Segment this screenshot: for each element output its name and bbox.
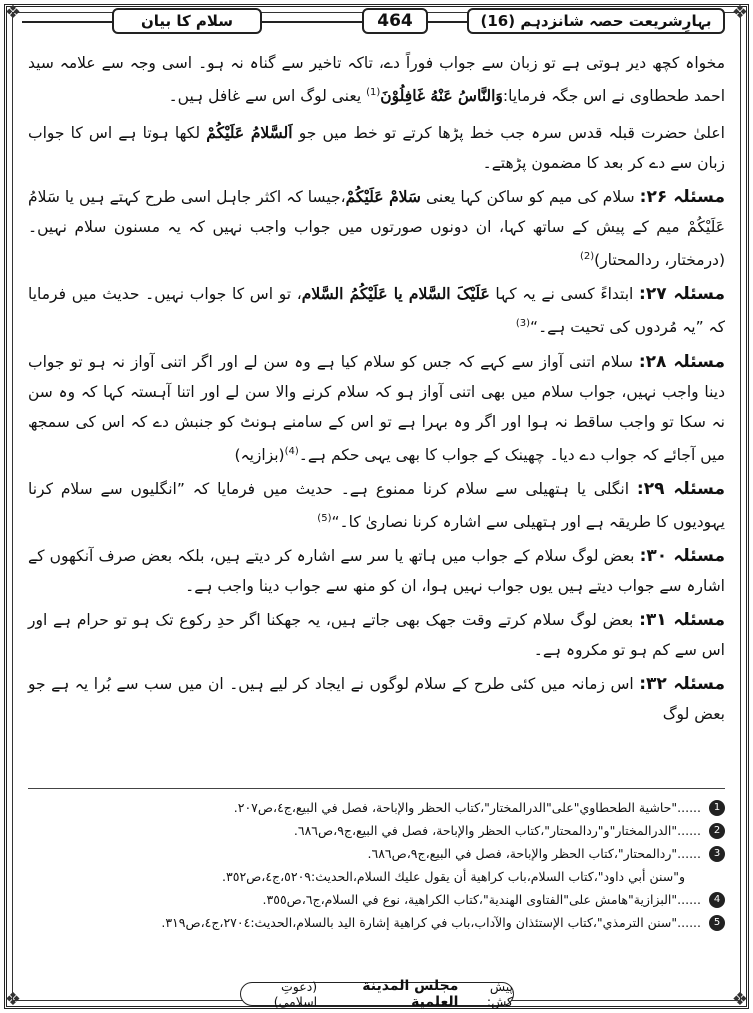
header-rule: [262, 21, 362, 23]
chapter-title: سلام کا بیان: [112, 8, 262, 34]
masala-27: مسئلہ ۲۷: ابتداءً کسی نے یہ کہا عَلَیْکَ السَّلام یا عَلَیْکُمُ السَّلام، تو اس کا جواب نہیں۔ حدیث میں فرمایا کہ ”یہ مُردوں کی تحیت ہے۔“$^{(3)}$: [28, 284, 725, 337]
footnote-number: 3: [709, 846, 725, 862]
masala-32: مسئلہ ۳۲: اس زمانہ میں کئی طرح کے سلام لوگوں نے ایجاد کر لیے ہیں۔ ان میں سب سے بُرا یہ ہے جو بعض لوگ: [28, 673, 725, 723]
corner-ornament-icon: ❖: [731, 2, 749, 23]
footnote: 3 ......"ردالمحتار"،كتاب الحظر والإباحة، فصل في البيع،ج٩،ص٦٨٦.: [28, 842, 725, 865]
footnote: 5 ......"سنن الترمذي"،كتاب الإستئذان والآداب،باب في كراهية إشارة اليد بالسلام،الحديث:٢٧٠٤،ج٤،ص٣١٩.: [28, 911, 725, 934]
corner-ornament-icon: ❖: [4, 989, 22, 1010]
footnote-number: 5: [709, 915, 725, 931]
masala-29: مسئلہ ۲۹: انگلی یا ہتھیلی سے سلام کرنا ممنوع ہے۔ حدیث میں فرمایا کہ ”انگلیوں سے سلام کرنا یہودیوں کا طریقہ ہے اور ہتھیلی سے اشارہ کرنا نصاریٰ کا۔“$^{(5)}$: [28, 478, 725, 531]
footer-org: مجلس المدينة العلمية: [362, 978, 459, 1010]
paragraph: اعلیٰ حضرت قبلہ قدس سرہ جب خط پڑھا کرتے تو خط میں جو اَلسَّلامُ عَلَیْکُمْ لکھا ہوتا ہے اس کا جواب زبان سے دے کر بعد کا مضمون پڑھتے۔: [28, 123, 725, 173]
footnote-number: 1: [709, 800, 725, 816]
masala-26: مسئلہ ۲۶: سلام کی میم کو ساکن کہا یعنی سَلامْ عَلَیْکُمْ،جیسا کہ اکثر جاہل اسی طرح کہتے ہیں یا سَلامُ عَلَیْکُمْ میم کے پیش کے ساتھ کہا، ان دونوں صورتوں میں جواب واجب نہیں کہ یہ مسنون سلام نہیں۔ (درمختار، ردالمحتار)$^{(2)}$: [28, 187, 725, 270]
footnote: 2 ......"الدرالمختار"و"ردالمحتار"،كتاب الحظر والإباحة، فصل في البيع،ج٩،ص٦٨٦.: [28, 819, 725, 842]
footnote-continuation: و"سنن أبي داود"،كتاب السلام،باب كراهية أن يقول عليك السلام،الحديث:٥٢٠٩،ج٤،ص٣٥٢.: [222, 869, 685, 884]
book-title: بہارِشریعت حصہ شانزدہم (16): [467, 8, 725, 34]
footer-prefix: پیش کش:: [486, 979, 513, 1009]
footnotes: [28, 796, 725, 934]
footnote-number: 2: [709, 823, 725, 839]
publisher-footer: [240, 978, 514, 1010]
footnote: 1 ......"حاشية الطحطاوي"على"الدرالمختار"،كتاب الحظر والإباحة، فصل في البيع،ج٤،ص٢٠٧.: [28, 796, 725, 819]
footnote-number: 4: [709, 892, 725, 908]
corner-ornament-icon: ❖: [731, 989, 749, 1010]
masala-28: مسئلہ ۲۸: سلام اتنی آواز سے کہے کہ جس کو سلام کیا ہے وہ سن لے اور اگر اتنی آواز نہ ہو تو جواب دینا واجب نہیں، جواب سلام میں بھی اتنی آواز ہو کہ سلام کرنے والا سن لے اور اتنا آہستہ کہا کہ وہ سن نہ سکا تو واجب ساقط نہ ہوا اور اگر وہ بہرا ہے تو اس کے سامنے ہونٹ کو جنبش دے کہ اس کی سمجھ میں آجائے کہ جواب دے دیا۔ چھینک کے جواب کا بھی یہی حکم ہے۔$^{(4)}$(بزازیہ): [28, 351, 725, 464]
footnote-divider: [28, 788, 725, 789]
page-number: 464: [362, 8, 428, 34]
header-rule: [22, 21, 112, 23]
masala-30: مسئلہ ۳۰: بعض لوگ سلام کے جواب میں ہاتھ یا سر سے اشارہ کر دیتے ہیں، بلکہ بعض صرف آنکھوں کے اشارہ سے جواب دیتے ہیں یوں جواب نہیں ہوا، ان کو منھ سے جواب دینا واجب ہے۔: [28, 545, 725, 595]
page-header: [22, 6, 731, 38]
paragraph: مخواہ کچھ دیر ہوتی ہے تو زبان سے جواب فوراً دے، تاکہ تاخیر سے گناہ نہ ہو۔ اسی وجہ سے علامہ سید احمد طحطاوی نے اس جگہ فرمایا:وَالنَّاسُ عَنْهُ غَافِلُوْنَ$^{(1)}$ یعنی لوگ اس سے غافل ہیں۔: [28, 54, 725, 106]
footer-suffix: (دعوتِ اسلامی): [273, 979, 318, 1009]
masala-31: مسئلہ ۳۱: بعض لوگ سلام کرتے وقت جھک بھی جاتے ہیں، یہ جھکنا اگر حدِ رکوع تک ہو تو حرام ہے اور اس سے کم ہو تو مکروہ ہے۔: [28, 609, 725, 659]
body-text: [28, 48, 725, 733]
footnote: 4 ......"البزازية"هامش على"الفتاوى الهندية"،كتاب الكراهية، نوع في السلام،ج٦،ص٣٥٥.: [28, 888, 725, 911]
corner-ornament-icon: ❖: [4, 2, 22, 23]
